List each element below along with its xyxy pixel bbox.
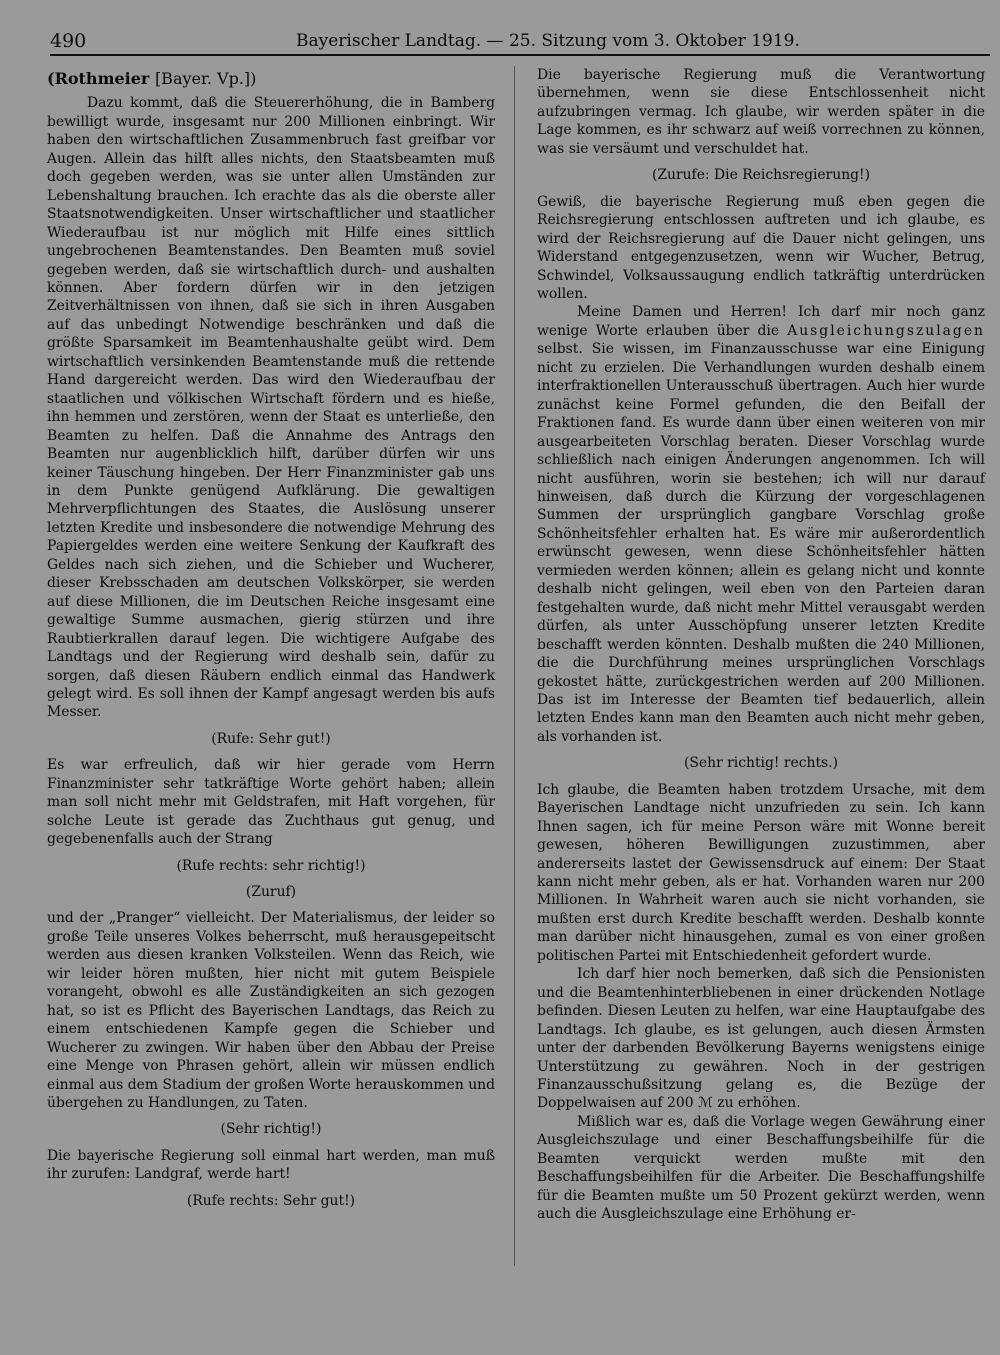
paragraph: Die bayerische Regierung soll einmal hart werden, man muß ihr zurufen: Landgraf, werde hart! xyxy=(47,1147,495,1183)
paragraph: Dazu kommt, daß die Steuererhöhung, die in Bamberg bewilligt wurde, insgesamt nur 200 Millionen einbringt. Wir haben den wirtschaftlichen Zusammenbruch fast greifbar vor Augen. Allein das hilft alles nichts, den Staatsbeamten muß doch gegeben werden, was sie unter allen Umständen zur Lebenshaltung brauchen. Ich erachte das als die oberste aller Staatsnotwendigkeiten. Unser wirtschaftlicher und staatlicher Wiederaufbau ist nur möglich mit Hilfe eines sittlich ungebrochenen Beamtenstandes. Den Beamten muß soviel gegeben werden, daß sie wirtschaftlich durch- und aushalten können. Aber fordern dürfen wir in den jetzigen Zeitverhältnissen von ihnen, daß sie sich in ihren Ausgaben auf das unbedingt Notwendige beschränken und daß die größte Sparsamkeit im Beamtenhaushalte geübt wird. Dem wirtschaftlich versinkenden Beamtenstande muß die rettende Hand dargereicht werden. Das wird den Wiederaufbau der staatlichen und völkischen Wirtschaft fördern und es hieße, ihn hemmen und zerstören, wenn der Staat es unterließe, den Beamten zu helfen. Daß die Annahme des Antrags den Beamten nur augenblicklich hilft, darüber dürfen wir uns keiner Täuschung hingeben. Der Herr Finanzminister gab uns in dem Punkte genügend Aufklärung. Die gewaltigen Mehrverpflichtungen des Staates, die Auslösung unserer letzten Kredite und insbesondere die notwendige Mehrung des Papiergeldes werden eine weitere Senkung der Kaufkraft des Geldes nach sich ziehen, und die Schieber und Wucherer, dieser Krebsschaden am deutschen Volkskörper, sie werden auf diese Millionen, die im Deutschen Reiche insgesamt eine gewaltige Summe ausmachen, gierig stürzen und ihre Raubtierkrallen darauf legen. Die wichtigere Aufgabe des Landtags und der Regierung wird deshalb sein, dafür zu sorgen, daß diesen Räubern endlich einmal das Handwerk gelegt wird. Es soll ihnen der Kampf angesagt werden bis aufs Messer. xyxy=(47,95,495,721)
paragraph xyxy=(537,303,985,746)
interjection: (Rufe: Sehr gut!) xyxy=(211,730,331,747)
speaker-name: (Rothmeier xyxy=(47,69,150,88)
paragraph: Mißlich war es, daß die Vorlage wegen Gewährung einer Ausgleichszulage und einer Beschaffungsbeihilfe für die Beamten verquickt werden mußte mit den Beschaffungsbeihilfen für die Arbeiter. Die Beschaffungshilfe für die Beamten mußte um 50 Prozent gekürzt werden, wenn auch die Ausgleichszulage eine Erhöhung er- xyxy=(537,1113,985,1223)
interjection: (Sehr richtig! rechts.) xyxy=(683,755,838,772)
running-head: Bayerischer Landtag. — 25. Sitzung vom 3. Oktober 1919. xyxy=(296,31,800,51)
interjection: (Zuruf) xyxy=(245,884,297,901)
emphasized-term: Ausgleichungszulagen xyxy=(787,322,985,339)
column-divider xyxy=(514,66,515,1266)
speaker-party: [Bayer. Vp.]) xyxy=(154,69,257,88)
paragraph: Gewiß, die bayerische Regierung muß eben gegen die Reichsregierung entschlossen auftreten und ich glaube, es wird der Reichsregierung auf die Dauer nicht gelingen, uns Widerstand entgegenzusetzen, wenn wir Wucher, Betrug, Schwindel, Volksaussaugung endlich tatkräftig unterdrücken wollen. xyxy=(537,193,985,302)
right-column xyxy=(537,66,985,1224)
speaker-heading xyxy=(47,70,495,88)
paragraph: Die bayerische Regierung muß die Verantwortung übernehmen, wenn sie diese Entschlossenheit nicht aufzubringen vermag. Ich glaube, wir werden später in die Lage kommen, es ihr schwarz auf weiß vorrechnen zu können, was sie versäumt und verschuldet hat. xyxy=(537,67,985,157)
interjection: (Rufe rechts: Sehr gut!) xyxy=(186,1192,356,1209)
paragraph-text: selbst. Sie wissen, im Finanzausschusse war eine Einigung nicht zu erzielen. Die Verhandlungen wurden deshalb einem interfraktionellen Unterausschuß übertragen. Auch hier wurde zunächst keine Formel gefunden, die den Beifall der Fraktionen fand. Es wurde dann über einen weiteren von mir ausgearbeiteten Vorschlag beraten. Dieser Vorschlag wurde schließlich nach einigen Änderungen angenommen. Ich will nicht ausführen, worin sie bestehen; ich will nur darauf hinweisen, daß durch die Kürzung der vorgeschlagenen Summen der ursprünglich gangbare Vorschlag große Schönheitsfehler erhalten hat. Es wäre mir außerordentlich erwünscht gewesen, wenn diese Schönheitsfehler hätten vermieden werden können; allein es gelang nicht und konnte deshalb nicht gelingen, weil eben von den Parteien daran festgehalten wurde, daß nicht mehr Mittel verausgabt werden dürfen, als unter Ausschöpfung unserer letzten Kredite beschafft werden könnten. Deshalb mußten die 240 Millionen, die die Durchführung meines ursprünglichen Vorschlags gekostet hätte, zurückgestrichen werden auf 200 Millionen. Das ist im Interesse der Beamten tief bedauerlich, allein letzten Endes kann man den Beamten auch nicht mehr geben, als vorhanden ist. xyxy=(537,341,985,745)
interjection: (Rufe rechts: sehr richtig!) xyxy=(176,857,366,874)
page-number: 490 xyxy=(50,30,87,52)
interjection: (Zurufe: Die Reichsregierung!) xyxy=(651,167,871,184)
left-column xyxy=(47,66,495,1218)
paragraph: Es war erfreulich, daß wir hier gerade vom Herrn Finanzminister sehr tatkräftige Worte gehört haben; allein man soll nicht mehr mit Geldstrafen, mit Haft vorgehen, für solche Leute ist gerade das Zuchthaus gut genug, und gegebenenfalls auch der Strang xyxy=(47,757,495,848)
interjection: (Sehr richtig!) xyxy=(220,1121,322,1138)
paragraph: Ich darf hier noch bemerken, daß sich die Pensionisten und die Beamtenhinterbliebenen in einer drückenden Notlage befinden. Diesen Leuten zu helfen, war eine Hauptaufgabe des Landtags. Ich glaube, es ist gelungen, auch diesen Ärmsten unter der darbenden Bevölkerung Bayerns wenigstens einige Unterstützung zu gewähren. Noch in der gestrigen Finanzausschußsitzung gelang es, die Bezüge der Doppelwaisen auf 200 ℳ zu erhöhen. xyxy=(537,966,985,1112)
paragraph-text: Meine Damen und Herren! Ich darf mir noch ganz wenige Worte erlauben über die xyxy=(537,304,985,339)
paragraph: Ich glaube, die Beamten haben trotzdem Ursache, mit dem Bayerischen Landtage nicht unzufrieden zu sein. Ich kann Ihnen sagen, ich für meine Person wäre mit Wonne bereit gewesen, höheren Bewilligungen zuzustimmen, aber andererseits lastet der Gewissensdruck auf einem: Der Staat kann nicht mehr geben, als er hat. Vorhanden waren nur 200 Millionen. In Wahrheit waren auch sie nicht vorhanden, sie mußten erst durch Kredite beschafft werden. Deshalb konnte man darüber nicht hinausgehen, zumal es von einer großen politischen Partei mit Entschiedenheit gefordert wurde. xyxy=(537,781,985,964)
header-rule xyxy=(50,54,990,56)
page-header xyxy=(50,30,990,58)
paragraph: und der „Pranger“ vielleicht. Der Materialismus, der leider so große Teile unseres Volkes beherrscht, muß herausgepeitscht werden aus diesen kranken Volksteilen. Wenn das Reich, wie wir leider hören mußten, hier nicht mit gutem Beispiele vorangeht, obwohl es alle Zuständigkeiten an sich gezogen hat, so ist es Pflicht des Bayerischen Landtags, das Reich zu einem entschiedenen Kampfe gegen die Schieber und Wucherer zu zwingen. Wir haben über den Abbau der Preise eine Menge von Phrasen gehört, allein wir müssen endlich einmal aus dem Stadium der großen Worte herauskommen und übergehen zu Handlungen, zu Taten. xyxy=(47,910,495,1112)
